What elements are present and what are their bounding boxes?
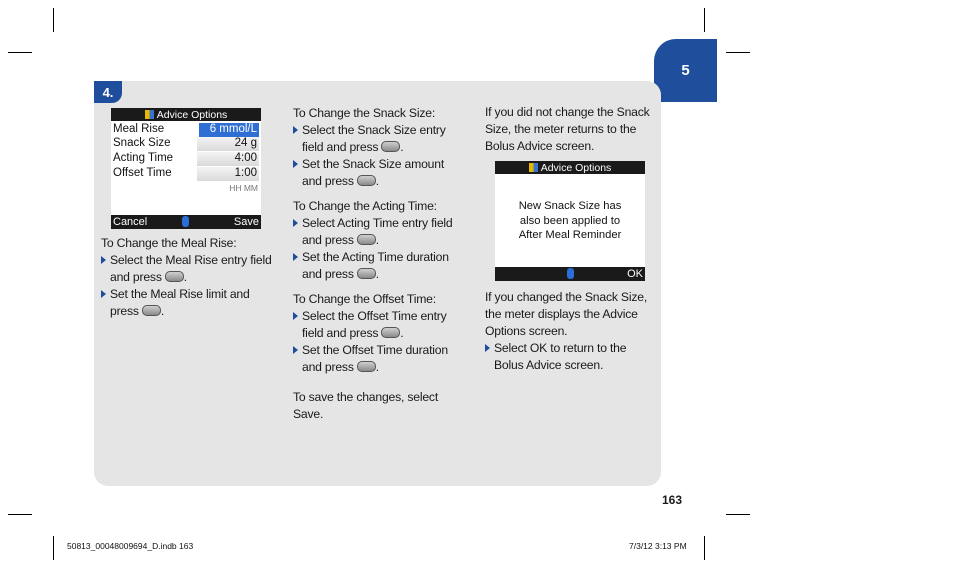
text-line: To save the changes, select: [293, 390, 439, 404]
crop-mark: [704, 536, 705, 560]
text-line: Bolus Advice screen.: [494, 358, 604, 372]
list-item: Set the Snack Size amount and press .: [293, 156, 473, 190]
list-item: Select the Meal Rise entry field and press .: [101, 252, 281, 286]
enter-button-icon: [165, 271, 184, 282]
meal-rise-label: Meal Rise: [113, 123, 165, 135]
crop-mark: [726, 514, 750, 515]
crop-mark: [726, 52, 750, 53]
enter-button-icon: [357, 361, 376, 372]
bluetooth-icon: [567, 268, 574, 279]
message-line: New Snack Size has: [518, 200, 622, 212]
text-line: Set the Meal Rise limit and: [110, 287, 250, 301]
acting-time-heading: To Change the Acting Time:: [293, 199, 437, 213]
text-line: Set the Acting Time duration: [302, 250, 449, 264]
message-line: After Meal Reminder: [518, 229, 622, 241]
screen-softkey-bar: [111, 215, 261, 229]
text-line: and press: [302, 233, 354, 247]
text-line: press: [110, 304, 139, 318]
enter-button-icon: [381, 141, 400, 152]
text-line: Size, the meter returns to the: [485, 122, 637, 136]
text-line: and press: [302, 267, 354, 281]
offset-time-field[interactable]: 1:00: [197, 167, 259, 181]
text-line: field and press: [302, 140, 379, 154]
footer-date: 7/3/12 3:13 PM: [629, 541, 687, 551]
snack-size-heading: To Change the Snack Size:: [293, 106, 436, 120]
snack-size-label: Snack Size: [113, 137, 171, 149]
crop-mark: [53, 536, 54, 560]
text-line: Bolus Advice screen.: [485, 139, 595, 153]
list-item: Select the Offset Time entry field and press .: [293, 308, 473, 342]
column-result-1: [485, 104, 660, 155]
confirmation-message: [495, 199, 645, 243]
bolus-advice-icon: [145, 110, 154, 119]
column-result-2: [485, 289, 660, 374]
save-softkey[interactable]: Save: [233, 216, 259, 228]
acting-time-field[interactable]: 4:00: [197, 152, 259, 166]
column-meal-rise: [101, 235, 281, 320]
enter-button-icon: [357, 268, 376, 279]
screen-softkey-bar: [495, 267, 645, 281]
column-changes: [293, 105, 473, 423]
enter-button-icon: [142, 305, 161, 316]
list-item: Select Acting Time entry field and press .: [293, 215, 473, 249]
enter-button-icon: [357, 175, 376, 186]
page-number: 163: [662, 493, 683, 507]
crop-mark: [704, 8, 705, 32]
offset-time-label: Offset Time: [113, 167, 172, 179]
meter-screen-advice-options: [111, 108, 261, 229]
screen-title-bar: [111, 108, 261, 121]
step-badge: 4.: [94, 81, 122, 103]
time-format-hint: HH MM: [229, 183, 258, 193]
offset-time-heading: To Change the Offset Time:: [293, 292, 436, 306]
text-line: If you changed the Snack Size,: [485, 290, 648, 304]
list-item: Set the Offset Time duration and press .: [293, 342, 473, 376]
meal-rise-field[interactable]: 6 mmol/L: [199, 123, 259, 137]
text-line: Set the Offset Time duration: [302, 343, 448, 357]
list-item: Set the Acting Time duration and press .: [293, 249, 473, 283]
ok-softkey[interactable]: OK: [627, 268, 643, 280]
text-line: Set the Snack Size amount: [302, 157, 445, 171]
list-item: [485, 340, 660, 374]
text-line: Select Acting Time entry field: [302, 216, 453, 230]
save-instruction: [293, 389, 473, 423]
snack-size-field[interactable]: 24 g: [197, 137, 259, 151]
text-line: Options screen.: [485, 324, 568, 338]
crop-mark: [53, 8, 54, 32]
screen-title-bar: [495, 161, 645, 174]
cancel-softkey[interactable]: Cancel: [113, 216, 148, 228]
text-line: Select the Offset Time entry: [302, 309, 447, 323]
text-line: Select the Meal Rise entry field: [110, 253, 272, 267]
text-line: and press: [302, 360, 354, 374]
footer-file: 50813_00048009694_D.indb 163: [67, 541, 194, 551]
list-item: Set the Meal Rise limit and press .: [101, 286, 281, 320]
text-line: Select the Snack Size entry: [302, 123, 446, 137]
screen-title: Advice Options: [156, 108, 228, 121]
chapter-tab: 5: [654, 39, 717, 102]
message-line: also been applied to: [519, 214, 621, 227]
crop-mark: [8, 52, 32, 53]
bolus-advice-icon: [529, 163, 538, 172]
list-item: Select the Snack Size entry field and press .: [293, 122, 473, 156]
text-line: the meter displays the Advice: [485, 307, 638, 321]
screen-title: Advice Options: [540, 161, 612, 174]
text-line: Save.: [293, 407, 324, 421]
enter-button-icon: [381, 327, 400, 338]
bluetooth-icon: [182, 216, 189, 227]
text-line: field and press: [302, 326, 379, 340]
text-line: Select OK to return to the: [494, 341, 627, 355]
meter-screen-confirmation: [495, 161, 645, 281]
crop-mark: [8, 514, 32, 515]
enter-button-icon: [357, 234, 376, 245]
meal-rise-heading: To Change the Meal Rise:: [101, 236, 237, 250]
text-line: If you did not change the Snack: [485, 105, 650, 119]
text-line: and press: [302, 174, 354, 188]
acting-time-label: Acting Time: [113, 152, 174, 164]
text-line: and press: [110, 270, 162, 284]
